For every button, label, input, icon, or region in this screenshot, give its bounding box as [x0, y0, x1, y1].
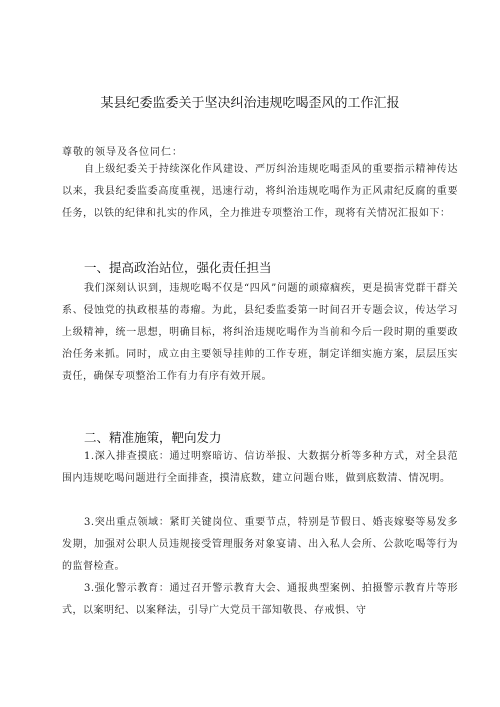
section1-paragraph: 我们深刻认识到，违规吃喝不仅是“四风”问题的顽瘴痼疾，更是损害党群干群关系、侵蚀党的执政根基的毒瘤。为此，县纪委监委第一时间召开专题会议，传达学习上级精神，统一思想，明确目标，将纠治违规吃喝作为当前和今后一段时期的重要政治任务来抓。同时，成立由主要领导挂帅的工作专班，制定详细实施方案，层层压实责任，确保专项整治工作有力有序有效开展。: [62, 283, 458, 382]
section2-item-1: 1.深入排查摸底：通过明察暗访、信访举报、大数据分析等多种方式，对全县范围内违规吃喝问题进行全面排查，摸清底数，建立问题台账，做到底数清、情况明。: [62, 451, 458, 484]
section2-item-2: 3.突出重点领域：紧盯关键岗位、重要节点，特别是节假日、婚丧嫁娶等易发多发期，加强对公职人员违规接受管理服务对象宴请、出入私人会所、公款吃喝等行为的监督检查。: [62, 517, 458, 572]
document-title: 某县纪委监委关于坚决纠治违规吃喝歪风的工作汇报: [100, 96, 400, 111]
section2-heading: 二、精准施策，靶向发力: [84, 430, 222, 445]
salutation: 尊敬的领导及各位同仁：: [62, 147, 183, 158]
section1-heading: 一、提高政治站位，强化责任担当: [84, 260, 272, 275]
section2-item-3: 3.强化警示教育：通过召开警示教育大会、通报典型案例、拍摄警示教育片等形式，以案明纪、以案释法，引导广大党员干部知敬畏、存戒惧、守: [62, 583, 458, 616]
intro-paragraph: 自上级纪委关于持续深化作风建设、严厉纠治违规吃喝歪风的重要指示精神传达以来，我县纪委监委高度重视，迅速行动，将纠治违规吃喝作为正风肃纪反腐的重要任务，以铁的纪律和扎实的作风，全力推进专项整治工作，现将有关情况汇报如下：: [62, 164, 458, 219]
